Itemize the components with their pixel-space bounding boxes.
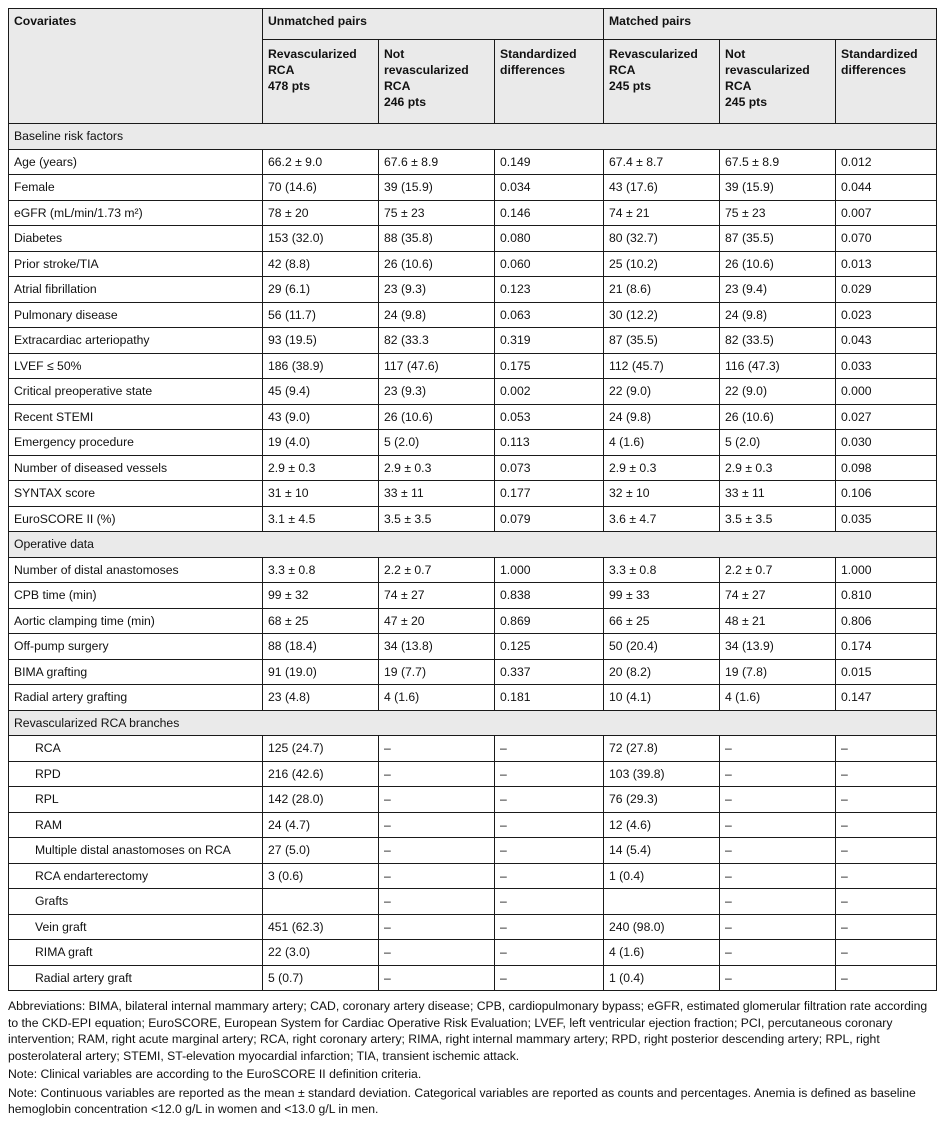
header-col-6: Standardized differences — [836, 40, 937, 124]
table-cell: 5 (0.7) — [263, 965, 379, 991]
row-label: Grafts — [9, 889, 263, 915]
table-cell: 4 (1.6) — [379, 685, 495, 711]
table-cell: 103 (39.8) — [604, 761, 720, 787]
table-row — [9, 404, 937, 430]
table-cell: 142 (28.0) — [263, 787, 379, 813]
section-header-row — [9, 710, 937, 736]
table-row — [9, 659, 937, 685]
table-cell: 112 (45.7) — [604, 353, 720, 379]
table-cell: 2.9 ± 0.3 — [604, 455, 720, 481]
table-row — [9, 481, 937, 507]
table-cell: – — [836, 812, 937, 838]
row-label: Age (years) — [9, 149, 263, 175]
table-cell: 91 (19.0) — [263, 659, 379, 685]
table-cell: 12 (4.6) — [604, 812, 720, 838]
row-label: RCA — [9, 736, 263, 762]
table-cell: 26 (10.6) — [379, 404, 495, 430]
table-cell: 78 ± 20 — [263, 200, 379, 226]
table-cell: 42 (8.8) — [263, 251, 379, 277]
table-cell: – — [720, 812, 836, 838]
table-cell: – — [379, 940, 495, 966]
table-cell: 116 (47.3) — [720, 353, 836, 379]
header-col-5: Not revascularized RCA 245 pts — [720, 40, 836, 124]
table-row — [9, 812, 937, 838]
table-cell: 74 ± 27 — [720, 583, 836, 609]
table-cell: – — [720, 965, 836, 991]
table-cell: 67.6 ± 8.9 — [379, 149, 495, 175]
table-cell: 0.070 — [836, 226, 937, 252]
table-cell: 39 (15.9) — [379, 175, 495, 201]
table-cell: – — [495, 736, 604, 762]
row-label: Pulmonary disease — [9, 302, 263, 328]
table-cell: 82 (33.5) — [720, 328, 836, 354]
table-cell: 87 (35.5) — [720, 226, 836, 252]
table-cell: 19 (7.7) — [379, 659, 495, 685]
table-cell: – — [495, 940, 604, 966]
row-label: Extracardiac arteriopathy — [9, 328, 263, 354]
table-cell: 1.000 — [495, 557, 604, 583]
table-cell: – — [720, 940, 836, 966]
table-cell: 43 (17.6) — [604, 175, 720, 201]
table-cell: 30 (12.2) — [604, 302, 720, 328]
table-cell: 76 (29.3) — [604, 787, 720, 813]
row-label: Critical preoperative state — [9, 379, 263, 405]
table-cell: 0.034 — [495, 175, 604, 201]
table-cell: 56 (11.7) — [263, 302, 379, 328]
table-row — [9, 685, 937, 711]
table-cell: – — [720, 736, 836, 762]
table-row — [9, 634, 937, 660]
table-row — [9, 761, 937, 787]
table-cell: 0.810 — [836, 583, 937, 609]
note-continuous-variables: Note: Continuous variables are reported as the mean ± standard deviation. Categorical variables are reported as counts and percentages. Anemia is defined as baseline hemoglobin concentration <12.0 g/L in women and <13.0 g/L in men. — [8, 1085, 916, 1116]
table-row — [9, 506, 937, 532]
table-row — [9, 226, 937, 252]
row-label: CPB time (min) — [9, 583, 263, 609]
header-col-1: Revascularized RCA 478 pts — [263, 40, 379, 124]
table-cell: 0.838 — [495, 583, 604, 609]
table-row — [9, 353, 937, 379]
header-covariates: Covariates — [9, 9, 263, 124]
table-row — [9, 940, 937, 966]
section-title: Revascularized RCA branches — [9, 710, 937, 736]
table-cell: 0.869 — [495, 608, 604, 634]
table-cell: 99 ± 32 — [263, 583, 379, 609]
table-cell: 66.2 ± 9.0 — [263, 149, 379, 175]
table-cell: 0.027 — [836, 404, 937, 430]
table-cell: 216 (42.6) — [263, 761, 379, 787]
table-cell: 0.073 — [495, 455, 604, 481]
table-cell: – — [720, 787, 836, 813]
row-label: Radial artery graft — [9, 965, 263, 991]
header-matched-pairs: Matched pairs — [604, 9, 937, 40]
table-cell: – — [836, 838, 937, 864]
table-cell: 33 ± 11 — [720, 481, 836, 507]
table-cell: 125 (24.7) — [263, 736, 379, 762]
note-clinical-variables: Note: Clinical variables are according to the EuroSCORE II definition criteria. — [8, 1067, 422, 1081]
table-cell: 23 (4.8) — [263, 685, 379, 711]
table-row — [9, 430, 937, 456]
table-cell: 10 (4.1) — [604, 685, 720, 711]
table-cell: – — [495, 965, 604, 991]
table-cell: 3.1 ± 4.5 — [263, 506, 379, 532]
table-cell: 33 ± 11 — [379, 481, 495, 507]
table-cell: – — [720, 914, 836, 940]
table-cell: 0.060 — [495, 251, 604, 277]
header-col-3: Standardized differences — [495, 40, 604, 124]
table-row — [9, 889, 937, 915]
table-cell: 26 (10.6) — [720, 404, 836, 430]
table-cell: 0.175 — [495, 353, 604, 379]
table-row — [9, 251, 937, 277]
table-cell: – — [720, 761, 836, 787]
table-cell: 0.030 — [836, 430, 937, 456]
table-cell: 0.029 — [836, 277, 937, 303]
table-cell: 25 (10.2) — [604, 251, 720, 277]
table-cell: 24 (9.8) — [604, 404, 720, 430]
table-cell: 14 (5.4) — [604, 838, 720, 864]
row-label: Number of diseased vessels — [9, 455, 263, 481]
table-cell: – — [720, 863, 836, 889]
table-cell: 3 (0.6) — [263, 863, 379, 889]
table-cell: – — [495, 838, 604, 864]
table-cell: 5 (2.0) — [379, 430, 495, 456]
table-cell: 67.4 ± 8.7 — [604, 149, 720, 175]
row-label: RIMA graft — [9, 940, 263, 966]
row-label: RCA endarterectomy — [9, 863, 263, 889]
table-row — [9, 277, 937, 303]
table-cell: 34 (13.8) — [379, 634, 495, 660]
table-cell: 48 ± 21 — [720, 608, 836, 634]
table-cell: 0.080 — [495, 226, 604, 252]
table-cell: 3.5 ± 3.5 — [720, 506, 836, 532]
table-row — [9, 200, 937, 226]
table-cell: 0.181 — [495, 685, 604, 711]
table-cell: 50 (20.4) — [604, 634, 720, 660]
header-unmatched-pairs: Unmatched pairs — [263, 9, 604, 40]
row-label: EuroSCORE II (%) — [9, 506, 263, 532]
table-cell: 39 (15.9) — [720, 175, 836, 201]
table-cell: – — [379, 914, 495, 940]
row-label: Multiple distal anastomoses on RCA — [9, 838, 263, 864]
table-cell: 0.098 — [836, 455, 937, 481]
header-col-2: Not revascularized RCA 246 pts — [379, 40, 495, 124]
table-cell: 0.035 — [836, 506, 937, 532]
table-cell: 153 (32.0) — [263, 226, 379, 252]
table-cell: 23 (9.3) — [379, 379, 495, 405]
table-cell: 47 ± 20 — [379, 608, 495, 634]
table-row — [9, 557, 937, 583]
table-cell: 186 (38.9) — [263, 353, 379, 379]
table-cell: 29 (6.1) — [263, 277, 379, 303]
table-cell: 0.013 — [836, 251, 937, 277]
table-cell: 2.2 ± 0.7 — [379, 557, 495, 583]
table-cell: 240 (98.0) — [604, 914, 720, 940]
table-cell: – — [836, 863, 937, 889]
table-cell: 0.319 — [495, 328, 604, 354]
header-row-groups — [9, 9, 937, 40]
table-cell: 0.806 — [836, 608, 937, 634]
table-row — [9, 149, 937, 175]
table-cell: – — [379, 812, 495, 838]
covariates-table — [8, 8, 937, 991]
table-cell: – — [379, 838, 495, 864]
row-label: RPD — [9, 761, 263, 787]
table-cell: – — [495, 787, 604, 813]
table-cell: 19 (7.8) — [720, 659, 836, 685]
table-cell: – — [720, 838, 836, 864]
table-cell: 66 ± 25 — [604, 608, 720, 634]
table-row — [9, 455, 937, 481]
section-header-row — [9, 532, 937, 558]
table-cell: 2.9 ± 0.3 — [720, 455, 836, 481]
section-title: Baseline risk factors — [9, 124, 937, 150]
table-cell: 0.063 — [495, 302, 604, 328]
table-cell: 0.149 — [495, 149, 604, 175]
table-cell: 19 (4.0) — [263, 430, 379, 456]
table-row — [9, 328, 937, 354]
table-cell: 34 (13.9) — [720, 634, 836, 660]
table-cell: 0.007 — [836, 200, 937, 226]
table-cell: 75 ± 23 — [379, 200, 495, 226]
table-row — [9, 583, 937, 609]
row-label: Number of distal anastomoses — [9, 557, 263, 583]
table-cell: 2.9 ± 0.3 — [379, 455, 495, 481]
table-cell — [604, 889, 720, 915]
table-cell: 0.337 — [495, 659, 604, 685]
table-cell: – — [495, 863, 604, 889]
table-cell: – — [379, 761, 495, 787]
table-cell: 74 ± 27 — [379, 583, 495, 609]
row-label: RPL — [9, 787, 263, 813]
table-cell: 82 (33.3 — [379, 328, 495, 354]
table-cell: 3.6 ± 4.7 — [604, 506, 720, 532]
row-label: Female — [9, 175, 263, 201]
section-header-row — [9, 124, 937, 150]
table-cell: 32 ± 10 — [604, 481, 720, 507]
table-cell: 20 (8.2) — [604, 659, 720, 685]
table-cell: – — [836, 787, 937, 813]
table-row — [9, 302, 937, 328]
table-cell: – — [379, 965, 495, 991]
table-cell: – — [836, 914, 937, 940]
table-cell: 22 (9.0) — [720, 379, 836, 405]
table-cell: – — [720, 889, 836, 915]
table-cell: 0.044 — [836, 175, 937, 201]
table-cell: – — [379, 736, 495, 762]
table-cell: 0.106 — [836, 481, 937, 507]
row-label: Vein graft — [9, 914, 263, 940]
table-cell: 74 ± 21 — [604, 200, 720, 226]
table-cell: – — [495, 889, 604, 915]
row-label: Aortic clamping time (min) — [9, 608, 263, 634]
table-cell: 3.3 ± 0.8 — [604, 557, 720, 583]
table-cell: 0.033 — [836, 353, 937, 379]
table-cell: 0.000 — [836, 379, 937, 405]
table-cell — [263, 889, 379, 915]
table-row — [9, 914, 937, 940]
table-cell: 5 (2.0) — [720, 430, 836, 456]
table-cell: 2.2 ± 0.7 — [720, 557, 836, 583]
table-row — [9, 965, 937, 991]
table-cell: – — [836, 940, 937, 966]
table-cell: 72 (27.8) — [604, 736, 720, 762]
table-row — [9, 608, 937, 634]
table-cell: 1 (0.4) — [604, 863, 720, 889]
table-cell: 26 (10.6) — [379, 251, 495, 277]
table-cell: 0.023 — [836, 302, 937, 328]
table-cell: 0.015 — [836, 659, 937, 685]
row-label: eGFR (mL/min/1.73 m²) — [9, 200, 263, 226]
table-row — [9, 175, 937, 201]
row-label: Diabetes — [9, 226, 263, 252]
table-cell: 87 (35.5) — [604, 328, 720, 354]
table-cell: 88 (18.4) — [263, 634, 379, 660]
table-cell: – — [495, 914, 604, 940]
row-label: Radial artery grafting — [9, 685, 263, 711]
table-cell: 24 (4.7) — [263, 812, 379, 838]
table-cell: 93 (19.5) — [263, 328, 379, 354]
row-label: BIMA grafting — [9, 659, 263, 685]
table-cell: – — [836, 965, 937, 991]
table-cell: 80 (32.7) — [604, 226, 720, 252]
table-cell: – — [379, 863, 495, 889]
table-cell: – — [495, 761, 604, 787]
table-cell: 0.146 — [495, 200, 604, 226]
table-cell: – — [379, 889, 495, 915]
header-col-4: Revascularized RCA 245 pts — [604, 40, 720, 124]
table-cell: – — [836, 761, 937, 787]
row-label: Prior stroke/TIA — [9, 251, 263, 277]
table-cell: 0.053 — [495, 404, 604, 430]
table-row — [9, 787, 937, 813]
table-cell: 43 (9.0) — [263, 404, 379, 430]
table-cell: 2.9 ± 0.3 — [263, 455, 379, 481]
table-row — [9, 736, 937, 762]
table-cell: 0.012 — [836, 149, 937, 175]
table-cell: 26 (10.6) — [720, 251, 836, 277]
table-cell: 67.5 ± 8.9 — [720, 149, 836, 175]
table-cell: 1 (0.4) — [604, 965, 720, 991]
table-cell: 0.113 — [495, 430, 604, 456]
table-cell: 27 (5.0) — [263, 838, 379, 864]
table-row — [9, 838, 937, 864]
table-cell: 3.3 ± 0.8 — [263, 557, 379, 583]
table-cell: – — [379, 787, 495, 813]
table-cell: 0.174 — [836, 634, 937, 660]
row-label: LVEF ≤ 50% — [9, 353, 263, 379]
table-cell: – — [836, 889, 937, 915]
table-cell: – — [836, 736, 937, 762]
table-row — [9, 863, 937, 889]
table-cell: 0.043 — [836, 328, 937, 354]
row-label: RAM — [9, 812, 263, 838]
table-row — [9, 379, 937, 405]
table-cell: 22 (3.0) — [263, 940, 379, 966]
row-label: Recent STEMI — [9, 404, 263, 430]
row-label: Atrial fibrillation — [9, 277, 263, 303]
table-cell: 23 (9.4) — [720, 277, 836, 303]
table-cell: 1.000 — [836, 557, 937, 583]
table-cell: – — [495, 812, 604, 838]
row-label: Off-pump surgery — [9, 634, 263, 660]
table-cell: 451 (62.3) — [263, 914, 379, 940]
table-cell: 99 ± 33 — [604, 583, 720, 609]
row-label: Emergency procedure — [9, 430, 263, 456]
table-cell: 0.079 — [495, 506, 604, 532]
table-cell: 70 (14.6) — [263, 175, 379, 201]
table-cell: 0.002 — [495, 379, 604, 405]
note-abbreviations: Abbreviations: BIMA, bilateral internal mammary artery; CAD, coronary artery disease; CPB, cardiopulmonary bypass; eGFR, estimated glomerular filtration rate according to the CKD-EPI equation; EuroSCORE, European System for Cardiac Operative Risk Evaluation; LVEF, left ventricular ejection fraction; PCI, percutaneous coronary intervention; RAM, right acute marginal artery; RCA, right coronary artery; RIMA, right internal mammary artery; RPD, right posterior descending artery; RPL, right posterolateral artery; STEMI, ST-elevation myocardial infarction; TIA, transient ischemic attack. — [8, 999, 928, 1063]
section-title: Operative data — [9, 532, 937, 558]
table-cell: 4 (1.6) — [604, 940, 720, 966]
table-cell: 117 (47.6) — [379, 353, 495, 379]
table-cell: 3.5 ± 3.5 — [379, 506, 495, 532]
table-cell: 45 (9.4) — [263, 379, 379, 405]
table-cell: 24 (9.8) — [720, 302, 836, 328]
table-cell: 23 (9.3) — [379, 277, 495, 303]
table-cell: 0.177 — [495, 481, 604, 507]
table-cell: 68 ± 25 — [263, 608, 379, 634]
table-cell: 0.123 — [495, 277, 604, 303]
table-cell: 75 ± 23 — [720, 200, 836, 226]
table-cell: 21 (8.6) — [604, 277, 720, 303]
table-notes — [8, 998, 936, 1118]
table-cell: 4 (1.6) — [604, 430, 720, 456]
table-container — [8, 8, 936, 1120]
table-cell: 0.125 — [495, 634, 604, 660]
table-cell: 24 (9.8) — [379, 302, 495, 328]
table-cell: 88 (35.8) — [379, 226, 495, 252]
table-cell: 4 (1.6) — [720, 685, 836, 711]
row-label: SYNTAX score — [9, 481, 263, 507]
table-cell: 22 (9.0) — [604, 379, 720, 405]
table-cell: 31 ± 10 — [263, 481, 379, 507]
table-cell: 0.147 — [836, 685, 937, 711]
